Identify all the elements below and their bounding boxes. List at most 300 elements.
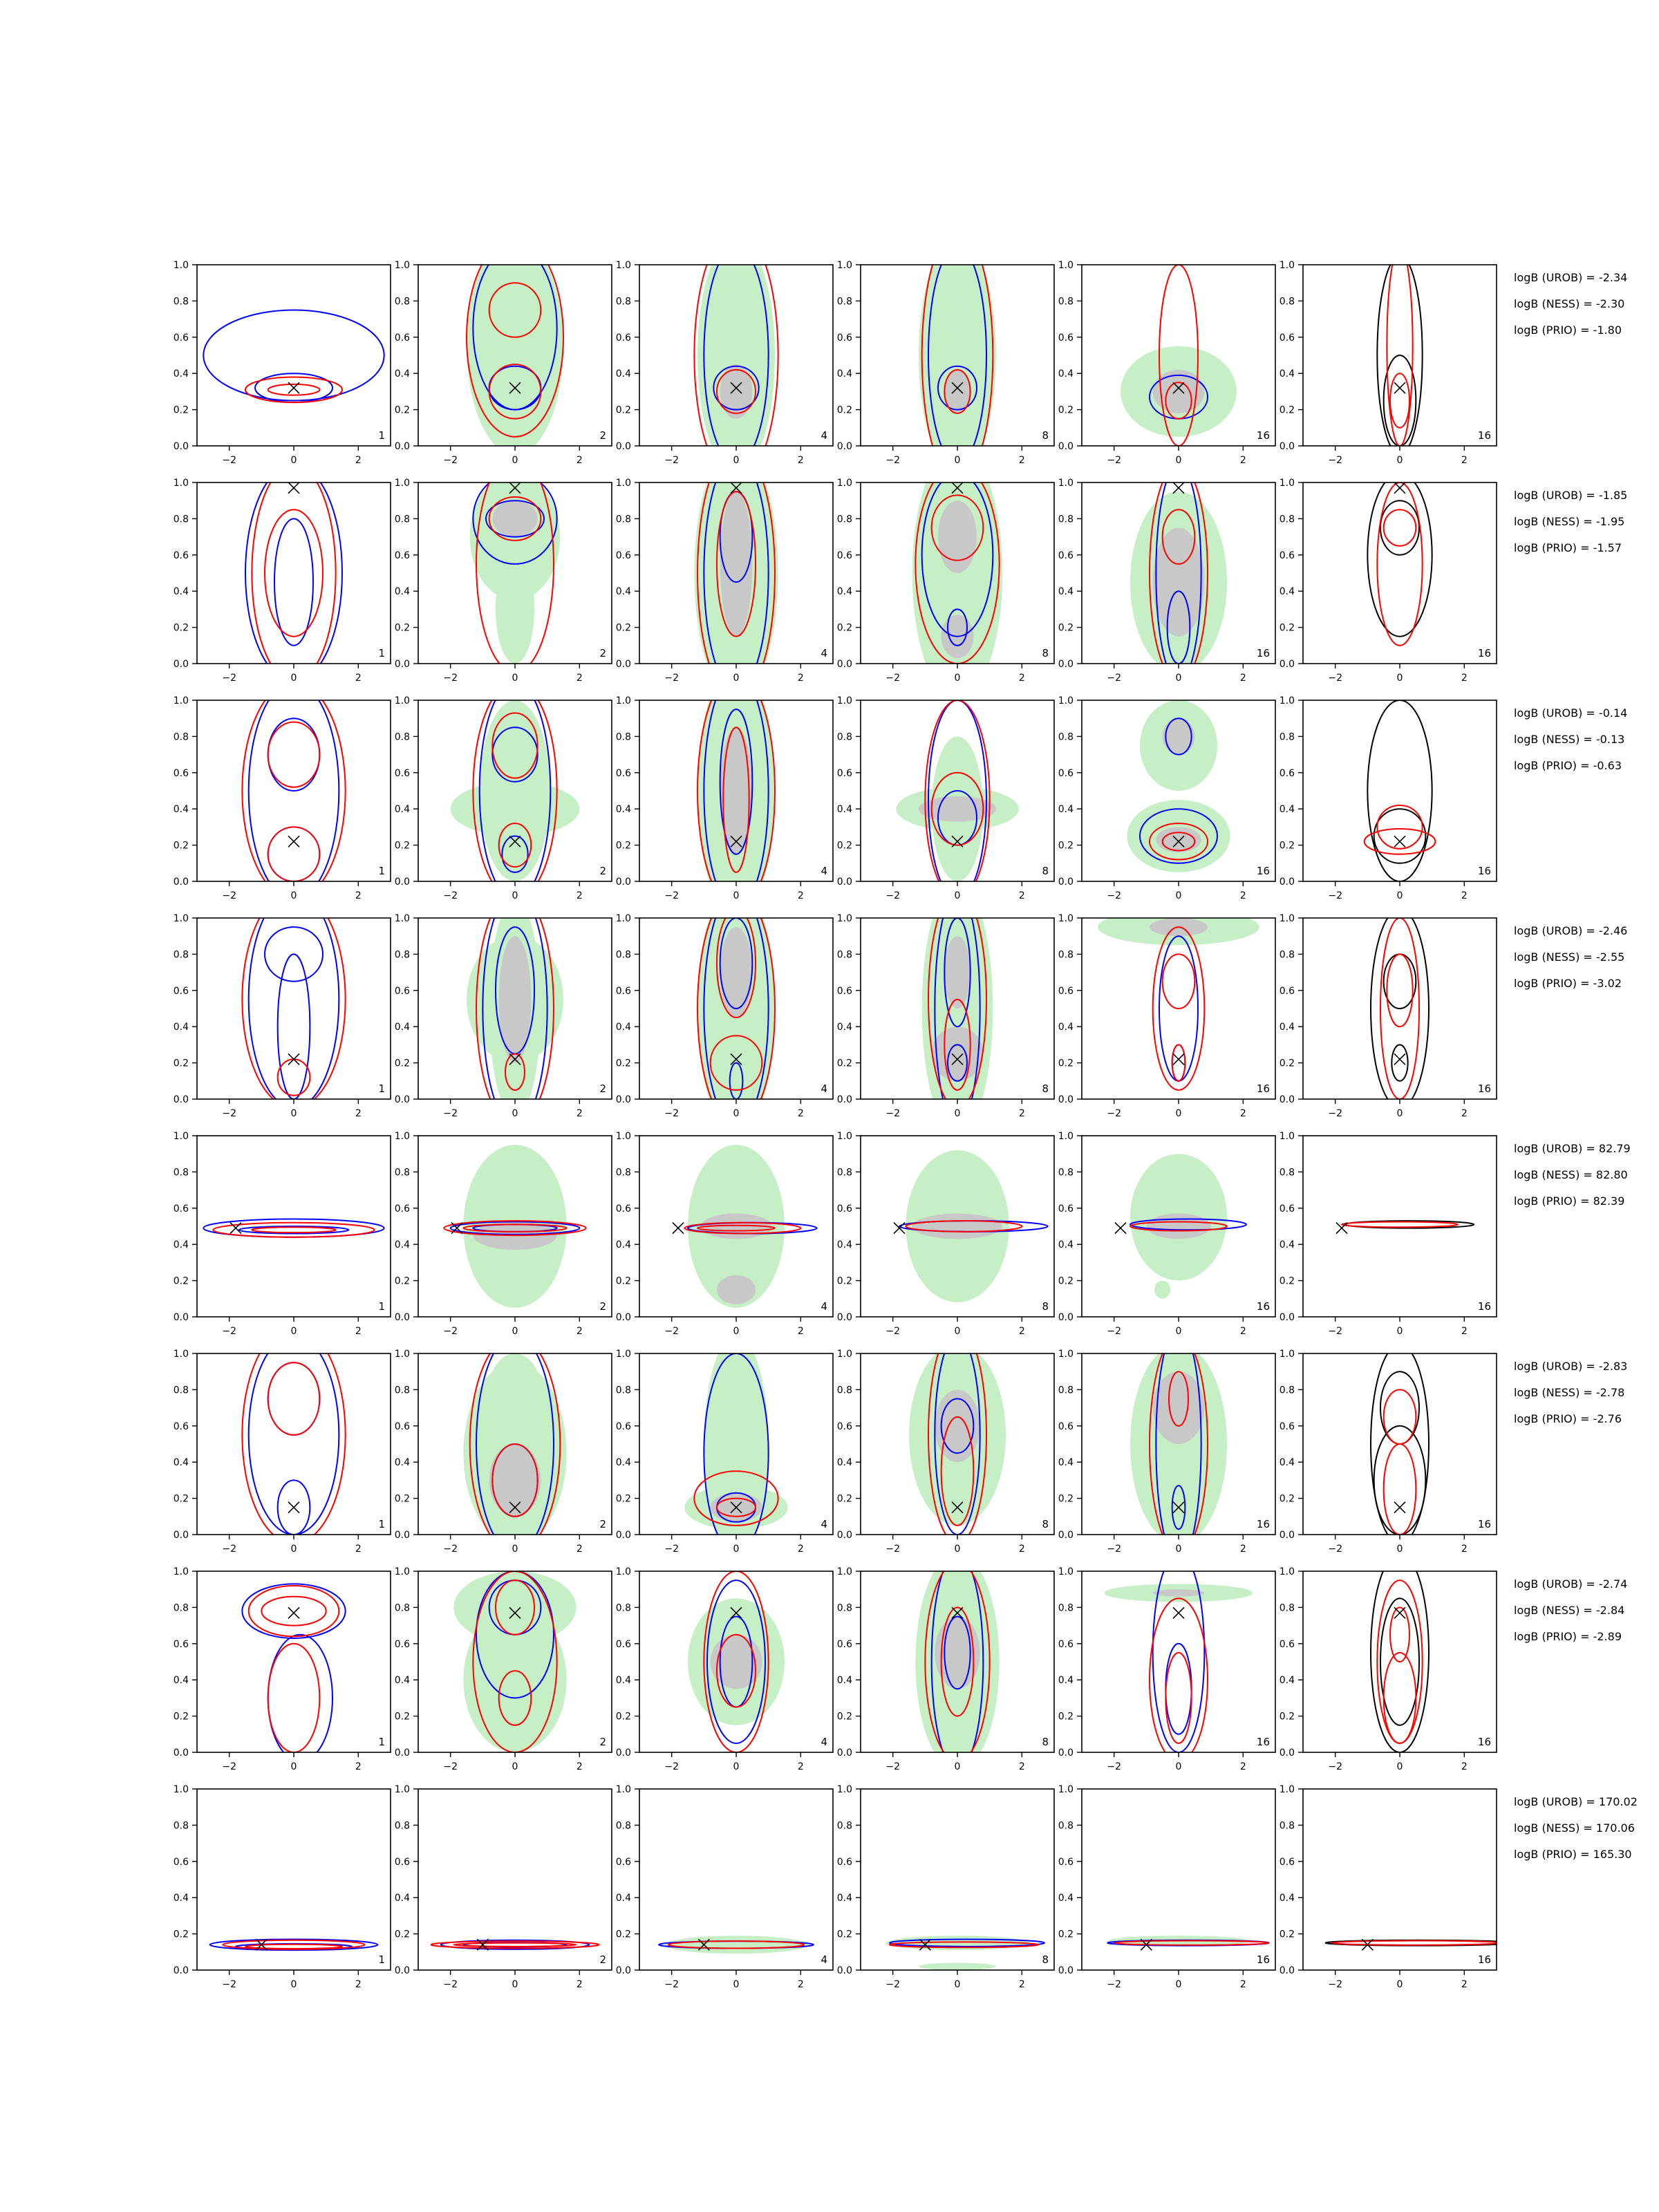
y-tick-label: 0.2 [615, 840, 631, 852]
y-tick-label: 0.4 [615, 586, 631, 598]
y-tick-label: 0.4 [615, 1022, 631, 1033]
y-tick-label: 0.8 [836, 1602, 852, 1614]
y-tick-label: 0.0 [173, 1094, 189, 1105]
density-fill-inner [720, 491, 753, 637]
y-tick-label: 0.2 [394, 1493, 410, 1505]
panel-count-label: 8 [1042, 1518, 1049, 1530]
panel-r2-c3 [616, 447, 833, 700]
density-fill-outer [463, 1607, 566, 1752]
panel-r5-c6 [1280, 1131, 1497, 1337]
y-tick-label: 0.6 [836, 550, 852, 561]
contour-red [1384, 1653, 1416, 1743]
x-tick-label: −2 [664, 1761, 679, 1772]
y-tick-label: 1.0 [615, 1784, 631, 1795]
x-tick-label: 2 [797, 455, 804, 466]
panel-r3-c3 [616, 664, 833, 918]
plot-area [1130, 1327, 1227, 1562]
y-tick-label: 0.0 [615, 1312, 631, 1323]
y-tick-label: 0.6 [836, 1856, 852, 1868]
plot-area [896, 700, 1018, 899]
y-tick-label: 0.8 [615, 949, 631, 961]
panel-r3-c4 [837, 695, 1054, 901]
y-tick-label: 0.8 [173, 1167, 189, 1179]
y-tick-label: 0.0 [1279, 659, 1295, 670]
panel-count-label: 4 [821, 647, 827, 659]
y-tick-label: 0.2 [173, 1493, 189, 1505]
y-tick-label: 0.4 [1058, 586, 1074, 598]
y-tick-label: 0.2 [1058, 1493, 1074, 1505]
plot-area [659, 1936, 814, 1953]
x-tick-label: 2 [1461, 1108, 1468, 1119]
y-tick-label: 0.8 [1058, 1602, 1074, 1614]
y-tick-label: 0.0 [173, 1312, 189, 1323]
x-tick-label: 2 [355, 1326, 362, 1337]
contour-red [252, 1227, 335, 1232]
panel-r1-c2 [395, 238, 612, 466]
plot-area [697, 882, 775, 1136]
density-fill-inner [489, 1444, 541, 1517]
panel-count-label: 16 [1477, 865, 1491, 877]
x-tick-label: −2 [443, 1544, 458, 1555]
contour-red [1150, 1598, 1208, 1761]
log-evidence-label: logB (NESS) = -2.84 [1514, 1604, 1625, 1617]
y-tick-label: 0.4 [615, 368, 631, 380]
truth-marker [1115, 1223, 1126, 1234]
plot-area [1115, 1154, 1246, 1299]
y-tick-label: 0.8 [394, 296, 410, 308]
x-tick-label: −2 [1107, 1979, 1121, 1990]
density-fill-outer [665, 1936, 807, 1953]
y-tick-label: 0.8 [1058, 1167, 1074, 1179]
x-tick-label: −2 [664, 673, 679, 684]
y-tick-label: 0.8 [615, 731, 631, 743]
y-tick-label: 0.8 [394, 1385, 410, 1396]
x-tick-label: −2 [222, 890, 236, 901]
x-tick-label: 2 [797, 1326, 804, 1337]
panel-count-label: 8 [1042, 429, 1049, 442]
y-tick-label: 0.8 [394, 731, 410, 743]
x-tick-label: 2 [1461, 455, 1468, 466]
y-tick-label: 0.8 [836, 1820, 852, 1832]
x-tick-label: 2 [797, 1544, 804, 1555]
y-tick-label: 0.8 [394, 949, 410, 961]
density-fill-inner [912, 1214, 1003, 1239]
contour-red [1172, 1044, 1185, 1080]
density-fill-inner [717, 1275, 756, 1304]
y-tick-label: 0.2 [1279, 404, 1295, 416]
panel-count-label: 4 [821, 1082, 827, 1095]
y-tick-label: 0.6 [1279, 1421, 1295, 1432]
y-tick-label: 0.4 [1058, 1239, 1074, 1251]
panel-r2-c4 [837, 447, 1054, 700]
density-fill-inner [499, 936, 532, 1062]
density-fill-outer [697, 238, 775, 474]
y-tick-label: 0.0 [1058, 659, 1074, 670]
y-tick-label: 0.0 [394, 1094, 410, 1105]
y-tick-label: 1.0 [1279, 260, 1295, 271]
panel-r6-c3 [616, 1335, 833, 1555]
x-tick-label: −2 [1328, 890, 1342, 901]
y-tick-label: 0.2 [394, 404, 410, 416]
y-tick-label: 0.6 [394, 1203, 410, 1215]
y-tick-label: 0.8 [1279, 1385, 1295, 1396]
contour-red [1390, 1607, 1409, 1662]
panel-count-label: 16 [1477, 647, 1491, 659]
y-tick-label: 0.6 [836, 767, 852, 779]
y-tick-label: 1.0 [394, 695, 410, 706]
y-tick-label: 1.0 [1058, 1131, 1074, 1142]
y-tick-label: 0.2 [1058, 1275, 1074, 1287]
x-tick-label: −2 [222, 1544, 236, 1555]
x-tick-label: 2 [1461, 1544, 1468, 1555]
panel-count-label: 16 [1256, 1082, 1270, 1095]
y-tick-label: 1.0 [173, 1131, 189, 1142]
panel-count-label: 16 [1256, 1518, 1270, 1530]
y-tick-label: 0.8 [1058, 514, 1074, 525]
y-tick-label: 1.0 [394, 1566, 410, 1577]
x-tick-label: 0 [733, 1108, 740, 1119]
contour-black [1380, 500, 1419, 555]
x-tick-label: 2 [576, 1544, 583, 1555]
contour-red [268, 1362, 320, 1435]
plot-area [909, 1327, 1006, 1544]
y-tick-label: 0.4 [1058, 1893, 1074, 1904]
x-tick-label: −2 [1328, 673, 1342, 684]
contour-red [268, 722, 320, 787]
evidence-block [1514, 1795, 1638, 1861]
x-tick-label: 0 [1396, 890, 1403, 901]
y-tick-label: 0.4 [615, 1457, 631, 1469]
y-tick-label: 0.6 [615, 1638, 631, 1650]
log-evidence-label: logB (UROB) = 82.79 [1514, 1142, 1631, 1155]
y-tick-label: 0.8 [1279, 296, 1295, 308]
y-tick-label: 0.8 [836, 1167, 852, 1179]
x-tick-label: 0 [733, 1761, 740, 1772]
evidence-block [1514, 1360, 1627, 1425]
x-tick-label: 0 [1396, 1108, 1403, 1119]
y-tick-label: 0.0 [394, 441, 410, 452]
x-tick-label: 0 [954, 673, 961, 684]
contour-red [1387, 954, 1412, 1027]
panel-count-label: 2 [599, 1082, 606, 1095]
x-tick-label: 2 [1239, 1326, 1246, 1337]
panel-count-label: 16 [1477, 1736, 1491, 1748]
y-tick-label: 1.0 [1279, 478, 1295, 489]
panel-count-label: 8 [1042, 1953, 1049, 1966]
x-tick-label: 0 [733, 455, 740, 466]
y-tick-label: 0.8 [1058, 296, 1074, 308]
y-tick-label: 0.2 [173, 404, 189, 416]
x-tick-label: 0 [1175, 1761, 1182, 1772]
y-tick-label: 1.0 [173, 1566, 189, 1577]
y-tick-label: 0.0 [615, 659, 631, 670]
y-tick-label: 0.4 [1058, 1675, 1074, 1687]
y-tick-label: 0.0 [1279, 877, 1295, 888]
y-tick-label: 0.0 [1279, 1747, 1295, 1759]
log-evidence-label: logB (NESS) = -0.13 [1514, 733, 1625, 746]
plot-area [431, 1939, 599, 1950]
y-tick-label: 0.8 [1058, 949, 1074, 961]
x-tick-label: −2 [222, 1761, 236, 1772]
y-tick-label: 0.4 [1058, 804, 1074, 816]
x-tick-label: 0 [290, 890, 297, 901]
x-tick-label: −2 [885, 1326, 900, 1337]
x-tick-label: −2 [1328, 1326, 1342, 1337]
x-tick-label: 2 [1018, 890, 1025, 901]
y-tick-label: 0.4 [173, 1893, 189, 1904]
y-tick-label: 0.0 [1058, 1530, 1074, 1541]
panel-r2-c6 [1280, 474, 1497, 684]
x-tick-label: 0 [1396, 455, 1403, 466]
panel-r3-c6 [1280, 695, 1497, 901]
contour-blue [1165, 1644, 1191, 1734]
y-tick-label: 0.2 [173, 1058, 189, 1069]
y-tick-label: 0.2 [1279, 1711, 1295, 1723]
panel-r4-c2 [395, 891, 612, 1127]
evidence-block [1514, 271, 1627, 337]
panel-r6-c2 [395, 1335, 612, 1555]
x-tick-label: 2 [355, 1979, 362, 1990]
y-tick-label: 0.8 [1058, 731, 1074, 743]
truth-marker [1394, 482, 1405, 494]
x-tick-label: 0 [1175, 1326, 1182, 1337]
log-evidence-label: logB (UROB) = -2.74 [1514, 1577, 1628, 1591]
y-tick-label: 0.0 [1058, 441, 1074, 452]
x-tick-label: 2 [1018, 1979, 1025, 1990]
y-tick-label: 0.2 [615, 1711, 631, 1723]
x-tick-label: 0 [954, 1326, 961, 1337]
truth-marker [1394, 1502, 1405, 1513]
plot-area [694, 447, 778, 700]
y-tick-label: 0.6 [394, 332, 410, 344]
y-tick-label: 0.6 [1279, 1638, 1295, 1650]
y-tick-label: 0.2 [173, 1711, 189, 1723]
y-tick-label: 0.2 [615, 1929, 631, 1940]
plot-area [203, 310, 384, 403]
x-tick-label: 2 [355, 1761, 362, 1772]
y-tick-label: 0.6 [615, 550, 631, 561]
contour-red [268, 384, 320, 395]
plot-area [1365, 700, 1436, 881]
plot-area [1107, 1936, 1268, 1950]
x-tick-label: −2 [222, 673, 236, 684]
panel-r2-c5 [1058, 465, 1275, 684]
x-tick-label: 0 [512, 455, 518, 466]
y-tick-label: 0.0 [1279, 1965, 1295, 1976]
panel-count-label: 1 [378, 865, 385, 877]
y-tick-label: 0.8 [1058, 1385, 1074, 1396]
y-tick-label: 0.6 [615, 985, 631, 997]
plot-area [467, 238, 563, 455]
log-evidence-label: logB (UROB) = 170.02 [1514, 1795, 1638, 1808]
y-tick-label: 0.2 [1058, 1058, 1074, 1069]
panel-count-label: 4 [821, 429, 827, 442]
x-tick-label: 2 [1018, 673, 1025, 684]
panel-count-label: 8 [1042, 865, 1049, 877]
contour-blue [242, 1584, 345, 1638]
x-tick-label: 0 [1396, 1326, 1403, 1337]
y-tick-label: 0.0 [836, 1530, 852, 1541]
panel-r8-c3 [616, 1784, 833, 1990]
y-tick-label: 0.4 [836, 1675, 852, 1687]
density-fill-inner [1153, 1371, 1205, 1444]
panel-count-label: 16 [1256, 1300, 1270, 1313]
axes-frame [197, 265, 391, 446]
y-tick-label: 0.4 [1279, 586, 1295, 598]
y-tick-label: 0.4 [836, 1457, 852, 1469]
contour-blue [268, 1635, 332, 1761]
x-tick-label: 2 [797, 890, 804, 901]
x-tick-label: −2 [443, 673, 458, 684]
x-tick-label: −2 [1328, 1108, 1342, 1119]
x-tick-label: 2 [797, 1108, 804, 1119]
y-tick-label: 0.0 [173, 1530, 189, 1541]
y-tick-label: 1.0 [1279, 1784, 1295, 1795]
density-fill-outer [496, 555, 534, 664]
y-tick-label: 1.0 [173, 1349, 189, 1360]
x-tick-label: −2 [222, 1108, 236, 1119]
y-tick-label: 0.0 [394, 1747, 410, 1759]
plot-area [210, 1939, 378, 1950]
density-fill-inner [720, 364, 753, 419]
x-tick-label: 0 [733, 890, 740, 901]
x-tick-label: 0 [733, 1326, 740, 1337]
y-tick-label: 0.0 [394, 1530, 410, 1541]
y-tick-label: 0.4 [836, 1022, 852, 1033]
y-tick-label: 0.2 [394, 1711, 410, 1723]
y-tick-label: 0.6 [1279, 1203, 1295, 1215]
y-tick-label: 0.4 [394, 1022, 410, 1033]
x-tick-label: 2 [1018, 1761, 1025, 1772]
y-tick-label: 0.8 [1058, 1820, 1074, 1832]
y-tick-label: 1.0 [173, 913, 189, 924]
y-tick-label: 0.4 [394, 1675, 410, 1687]
y-tick-label: 0.4 [173, 1675, 189, 1687]
panel-count-label: 16 [1477, 1300, 1491, 1313]
x-tick-label: −2 [885, 455, 900, 466]
x-tick-label: 0 [512, 890, 518, 901]
plot-area [1105, 1553, 1253, 1761]
y-tick-label: 0.2 [1058, 404, 1074, 416]
x-tick-label: 0 [954, 1108, 961, 1119]
x-tick-label: 2 [1239, 890, 1246, 901]
y-tick-label: 0.4 [1279, 1022, 1295, 1033]
y-tick-label: 0.8 [1279, 1820, 1295, 1832]
y-tick-label: 0.6 [173, 1638, 189, 1650]
y-tick-label: 0.6 [1058, 985, 1074, 997]
density-fill-inner [1153, 528, 1205, 637]
y-tick-label: 0.6 [1058, 1421, 1074, 1432]
panel-count-label: 2 [599, 1300, 606, 1313]
plot-area [453, 1571, 576, 1752]
y-tick-label: 0.4 [1058, 1022, 1074, 1033]
plot-area [245, 465, 342, 682]
y-tick-label: 0.0 [173, 659, 189, 670]
density-fill-outer [1154, 1281, 1170, 1299]
x-tick-label: 0 [954, 1979, 961, 1990]
log-evidence-label: logB (PRIO) = -2.89 [1514, 1630, 1622, 1643]
x-tick-label: 0 [290, 1326, 297, 1337]
y-tick-label: 0.6 [615, 767, 631, 779]
x-tick-label: −2 [222, 455, 236, 466]
panel-r5-c2 [395, 1131, 612, 1337]
panel-count-label: 2 [599, 647, 606, 659]
y-tick-label: 0.4 [173, 1457, 189, 1469]
panel-r6-c6 [1280, 1344, 1497, 1555]
y-tick-label: 0.0 [173, 441, 189, 452]
x-tick-label: 0 [512, 673, 518, 684]
y-tick-label: 1.0 [394, 478, 410, 489]
y-tick-label: 0.6 [836, 1638, 852, 1650]
y-tick-label: 1.0 [615, 478, 631, 489]
panel-r3-c5 [1058, 695, 1275, 901]
x-tick-label: 2 [1018, 1108, 1025, 1119]
y-tick-label: 0.2 [1058, 1711, 1074, 1723]
contour-blue [249, 891, 339, 1108]
density-fill-inner [1146, 1214, 1210, 1239]
y-tick-label: 0.8 [1279, 1602, 1295, 1614]
y-tick-label: 0.6 [836, 332, 852, 344]
y-tick-label: 0.2 [836, 404, 852, 416]
panel-count-label: 1 [378, 429, 385, 442]
panel-count-label: 1 [378, 1518, 385, 1530]
y-tick-label: 0.2 [394, 840, 410, 852]
y-tick-label: 0.0 [173, 1965, 189, 1976]
contour-red [265, 509, 323, 636]
plot-area [1098, 909, 1259, 1090]
x-tick-label: 0 [1396, 1761, 1403, 1772]
x-tick-label: 2 [1461, 1326, 1468, 1337]
y-tick-label: 1.0 [836, 1349, 852, 1360]
evidence-block [1514, 1142, 1631, 1208]
y-tick-label: 0.0 [394, 659, 410, 670]
y-tick-label: 0.2 [1279, 840, 1295, 852]
y-tick-label: 0.8 [173, 1820, 189, 1832]
x-tick-label: 0 [1396, 1544, 1403, 1555]
panel-count-label: 2 [599, 429, 606, 442]
x-tick-label: 2 [1239, 1761, 1246, 1772]
panel-count-label: 16 [1477, 1953, 1491, 1966]
panel-count-label: 16 [1256, 1736, 1270, 1748]
y-tick-label: 0.0 [836, 1094, 852, 1105]
evidence-block [1514, 706, 1627, 772]
y-tick-label: 0.8 [615, 1820, 631, 1832]
log-evidence-label: logB (PRIO) = -1.80 [1514, 324, 1622, 337]
y-tick-label: 0.0 [836, 877, 852, 888]
x-tick-label: −2 [664, 455, 679, 466]
y-tick-label: 0.6 [1058, 767, 1074, 779]
y-tick-label: 0.0 [394, 877, 410, 888]
contour-red [1342, 1221, 1458, 1227]
contour-blue [245, 465, 342, 682]
x-tick-label: 0 [1396, 1979, 1403, 1990]
x-tick-label: 0 [1175, 455, 1182, 466]
y-tick-label: 0.8 [1279, 949, 1295, 961]
plot-area [1371, 1344, 1429, 1544]
panel-r7-c3 [616, 1566, 833, 1772]
log-evidence-label: logB (UROB) = -0.14 [1514, 706, 1628, 720]
x-tick-label: −2 [1107, 1326, 1121, 1337]
log-evidence-label: logB (UROB) = -2.46 [1514, 924, 1628, 937]
y-tick-label: 1.0 [836, 913, 852, 924]
y-tick-label: 0.6 [394, 1421, 410, 1432]
y-tick-label: 0.4 [1279, 1675, 1295, 1687]
y-tick-label: 0.4 [615, 1239, 631, 1251]
y-tick-label: 0.0 [394, 1965, 410, 1976]
x-tick-label: −2 [664, 1108, 679, 1119]
x-tick-label: −2 [1328, 1761, 1342, 1772]
log-evidence-label: logB (NESS) = -2.55 [1514, 950, 1625, 964]
